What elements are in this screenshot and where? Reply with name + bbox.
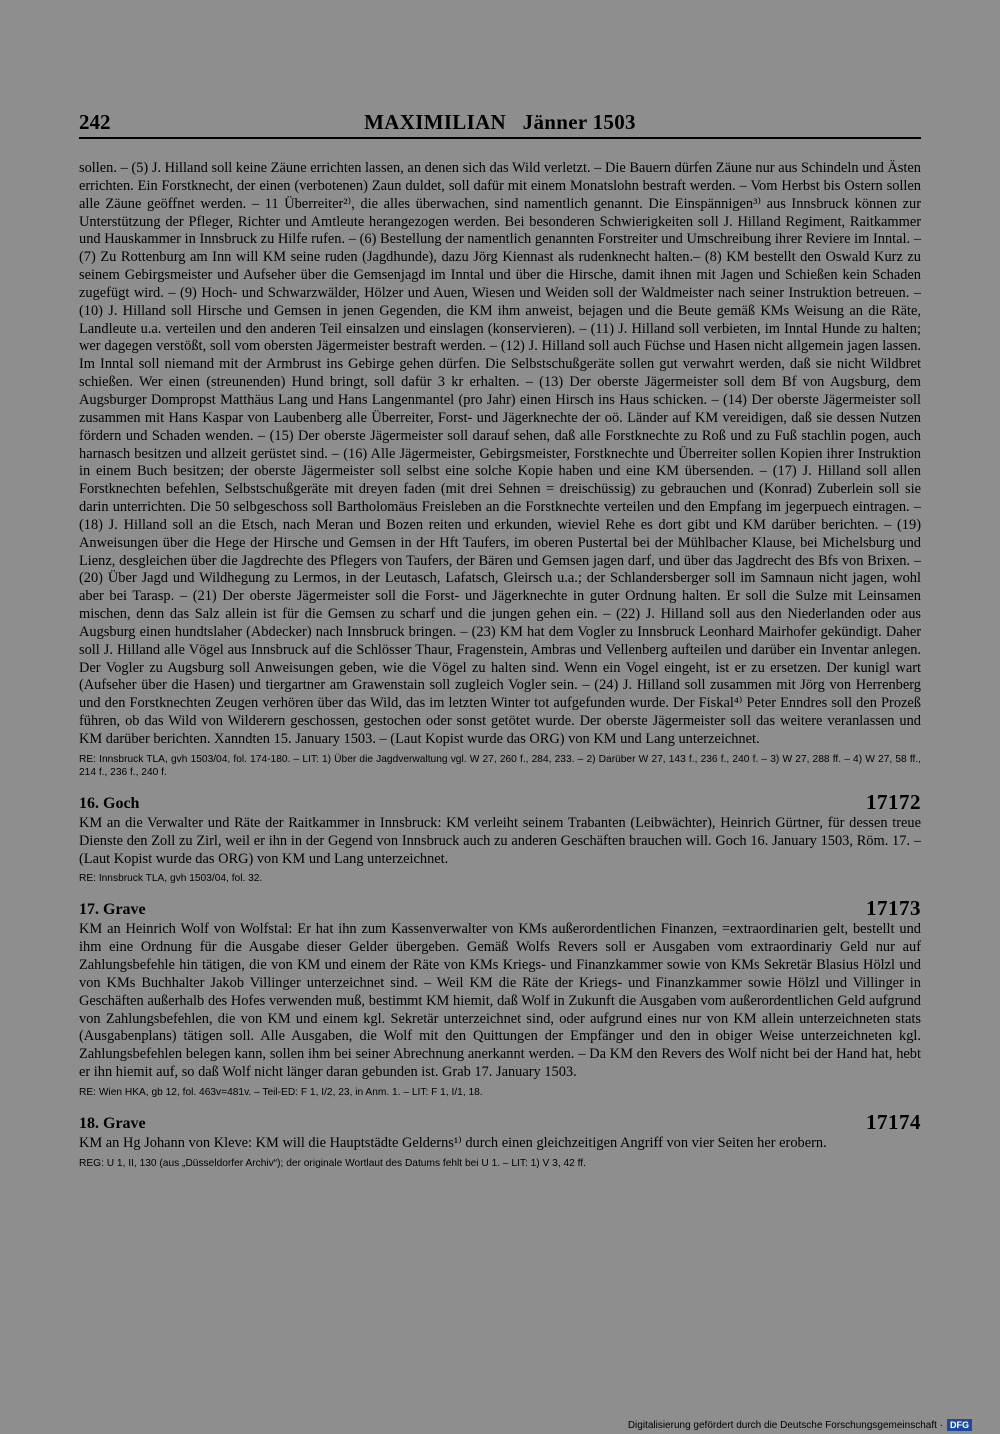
entry-text: KM an Heinrich Wolf von Wolfstal: Er hat ihn zum Kassenverwalter von KMs außerordentlichen Finanzen, =extraordinarien gelt, bestellt und ihm eine Ordnung für die Ausgabe dieser Gelder übergeben. Gemäß Wolfs Revers soll er Ausgaben vom extraordinariy Geld nur auf Zahlungsbefehle hin tätigen, die von KM und einem der Räte von KMs Kriegs- und Finanzkammer sowie von KMs Sekretär Blasius Hölzl und von KMs Buchhalter Jakob Villinger unterzeichnet sind. – Weil KM die Räte der Kriegs- und Finanzkammer sowie Hölzl und Villinger in Geschäften außerhalb des Hofes verwenden muß, bestimmt KM hiemit, daß Wolf in Zukunft die Ausgaben vom außerordentlichen Geld aufgrund von Zahlungsbefehlen, die von KM und einem kgl. Sekretär unterzeichnet sind, oder aufgrund eines nur von KM allein unterzeichneten stats (Ausgabenplans) tätigen soll. Alle Ausgaben, die Wolf mit den Quittungen der Empfänger und den in obiger Weise unterzeichneten kgl. Zahlungsbefehlen belegen kann, sollen ihm bei seiner Abrechnung anerkannt werden. – Da KM den Revers des Wolf nicht bei der Hand hat, hebt er ihn hiemit auf, so daß Wolf nicht länger daran gebunden ist. Grab 17. January 1503.	[79, 921, 921, 1081]
entry-date-place: 16. Goch	[79, 794, 140, 812]
page-number: 242	[79, 110, 111, 134]
entry-number: 17172	[866, 789, 921, 814]
source-note: RE: Innsbruck TLA, gvh 1503/04, fol. 174-180. – LIT: 1) Über die Jagdverwaltung vgl. W 27, 260 f., 284, 233. – 2) Darüber W 27, 143 f., 236 f., 240 f. – 3) W 27, 288 ff. – 4) W 27, 58 ff., 214 f., 236 f., 240 f.	[79, 753, 921, 778]
entry-number: 17174	[866, 1109, 921, 1134]
regest-entry-17173	[79, 896, 921, 1099]
source-note: REG: U 1, II, 130 (aus „Düsseldorfer Archiv“); der originale Wortlaut des Datums fehlt bei U 1. – LIT: 1) V 3, 42 ff.	[79, 1157, 586, 1169]
running-header	[79, 110, 921, 138]
dfg-logo-icon: DFG	[947, 1419, 972, 1431]
entry-date-place: 17. Grave	[79, 901, 146, 919]
source-note: RE: Innsbruck TLA, gvh 1503/04, fol. 32.	[79, 873, 263, 885]
entry-date-place: 18. Grave	[79, 1114, 146, 1132]
entry-heading	[79, 789, 921, 815]
page-content	[79, 160, 921, 1170]
entry-heading	[79, 896, 921, 921]
entry-text: KM an Hg Johann von Kleve: KM will die Hauptstädte Gelderns¹⁾ durch einen gleichzeitigen Angriff von vier Seiten her erobern.	[79, 1134, 827, 1151]
entry-number: 17173	[866, 896, 921, 921]
entry-text: KM an die Verwalter und Räte der Raitkammer in Innsbruck: KM verleiht seinem Trabanten (Leibwächter), Heinrich Gürtner, für dessen treue Dienste den Zoll zu Zirl, weil er ihn in der Gegend von Innsbruck auch zu anderen Geschäften brauchen will. Goch 16. January 1503, Röm. 17. – (Laut Kopist wurde das ORG) von KM und Lang unterzeichnet.	[79, 814, 921, 867]
running-title: MAXIMILIAN Jänner 1503	[364, 110, 636, 134]
continued-regest-text: sollen. – (5) J. Hilland soll keine Zäune errichten lassen, an denen sich das Wild verletzt. – Die Bauern dürfen Zäune nur aus Schindeln und Ästen errichten. Ein Forstknecht, der einen (verbotenen) Zaun duldet, soll dafür mit einem Monatslohn bestraft werden. – Vom Herbst bis Ostern sollen alle Zäune geöffnet werden. – 11 Überreiter²⁾, die alles überwachen, sind namentlich genannt. Die Einspännigen³⁾ aus Innsbruck können zur Unterstützung der Pfleger, Richter und Amtleute herangezogen werden. Bei besonderen Schwierigkeiten soll J. Hilland Regiment, Raitkammer und Hauskammer in Innsbruck zu Hilfe rufen. – (6) Bestellung der namentlich genannten Forstreiter und Umschreibung ihrer Reviere im Inntal. – (7) Zu Rottenburg am Inn will KM seine ruden (Jagdhunde), dazu Jörg Kiennast als rudenknecht halten.– (8) KM bestellt den Oswald Kurz zu seinem Gebirgsmeister und Aufseher über die Gemsenjagd im Inntal und über die Hirsche, damit ihnen mit Jagen und Schießen kein Schaden zugefügt wird. – (9) Hoch- und Schwarzwälder, Hölzer und Auen, Wiesen und Weiden soll der Waldmeister nach seiner Instruktion betreuen. – (10) J. Hilland soll Hirsche und Gemsen in jenen Gegenden, die KM ihm anweist, bejagen und die Beute gemäß KMs Weisung an die Räte, Landleute u.a. verteilen und den anderen Teil einsalzen und einslagen (konservieren). – (11) J. Hilland soll verbieten, im Inntal Hunde zu halten; wer dagegen verstößt, soll vom obersten Jägermeister bestraft werden. – (12) J. Hilland soll auch Füchse und Hasen nicht allgemein jagen lassen. Im Inntal soll niemand mit der Armbrust ins Gebirge gehen dürfen. Die Selbstschußgeräte sollen gut verwahrt werden, daß sie nicht Wildbret schießen. Wer einen (streunenden) Hund bringt, soll dafür 3 kr erhalten. – (13) Der oberste Jägermeister soll dem Bf von Augsburg, dem Augsburger Dompropst Matthäus Lang und Hans Langenmantel (pro Jahr) einen Hirsch ins Haus schicken. – (14) Der oberste Jägermeister soll zusammen mit Hans Kaspar von Laubenberg alle Überreiter, Forst- und Jägerknechte der oö. Länder auf KM vereidigen, daß sie dessen Nutzen fördern und Schaden wenden. – (15) Der oberste Jägermeister soll darauf sehen, daß alle Forstknechte zu Roß und zu Fuß stachlin pogen, auch harnasch besitzen und allzeit gerüstet sind. – (16) Alle Jägermeister, Gebirgsmeister, Forstknechte und Überreiter sollen Kopien ihrer Instruktion in einem Buch besitzen; der oberste Jägermeister soll selbst eine solche Kopie haben und eine KM übersenden. – (17) J. Hilland soll allen Forstknechten befehlen, Selbstschußgeräte mit dreyen faden (mit drei Sehnen = dreischüssig) zu gebrauchen und (Konrad) Zuberlein soll sie darin unterrichten. Die 50 selbgeschoss soll Bartholomäus Freisleben an die Forstknechte verteilen und den Empfang im jegerpuech eintragen. – (18) J. Hilland soll an die Etsch, nach Meran und Bozen reiten und erkunden, wieviel Rehe es dort gibt und KM darüber berichten. – (19) Anweisungen über die Hege der Hirsche und Gemsen in der Hft Taufers, im oberen Pustertal bei der Mühlbacher Klause, bei Michelsburg und Lienz, desgleichen über die Jagdrechte des Pflegers von Taufers, der Bären und Gemsen jagen darf, und über das Jagdrecht des Bfs von Brixen. – (20) Über Jagd und Wildhegung zu Lermos, in der Leutasch, Lafatsch, Gleirsch u.a.; der Schlandersberger soll im Samnaun nicht jagen, wohl aber bei Tarasp. – (21) Der oberste Jägermeister soll die Forst- und Jägerknechte in guter Ordnung halten. Er soll die Sulze mit Leinsamen mischen, denn das Salz allein ist für die Gemsen zu scharf und die jungen gehen ein. – (22) J. Hilland soll aus den Niederlanden oder aus Augsburg einen hundtslaher (Abdecker) nach Innsbruck bringen. – (23) KM hat dem Vogler zu Innsbruck Leonhard Mairhofer gekündigt. Daher soll J. Hilland alle Vögel aus Innsbruck auf die Schlösser Thaur, Fragenstein, Ambras und Vellenberg aufteilen und darüber ein Inventar anlegen. Der Vogler zu Augsburg soll Anweisungen geben, wie die Vögel zu halten sind. Wenn ein Vogel eingeht, ist er zu ersetzen. Der kunigl wart (Aufseher über die Hasen) und tiergartner am Grawenstain soll zugleich Vogler sein. – (24) J. Hilland soll zusammen mit Jörg von Herrenberg und den Forstknechten Zeugen verhören über das Wild, das im letzten Winter tot aufgefunden wurde. Der Fiskal⁴⁾ Peter Enndres soll den Prozeß führen, ob das Wild von Wilderern geschossen, gestochen oder sonst getötet wurde. Der oberste Jägermeister soll das weitere veranlassen und KM darüber berichten. Xanndten 15. January 1503. – (Laut Kopist wurde das ORG) von KM und Lang unterzeichnet.	[79, 160, 921, 747]
header-rule	[79, 137, 921, 139]
regest-entry-17172	[79, 789, 921, 886]
entry-heading	[79, 1109, 921, 1135]
digitization-footer	[628, 1418, 972, 1432]
source-note: RE: Wien HKA, gb 12, fol. 463v=481v. – Teil-ED: F 1, I/2, 23, in Anm. 1. – LIT: F 1, I/1, 18.	[79, 1086, 483, 1098]
regest-entry-17174	[79, 1109, 921, 1170]
footer-credit: Digitalisierung gefördert durch die Deutsche Forschungsgemeinschaft ·	[627, 1419, 943, 1431]
